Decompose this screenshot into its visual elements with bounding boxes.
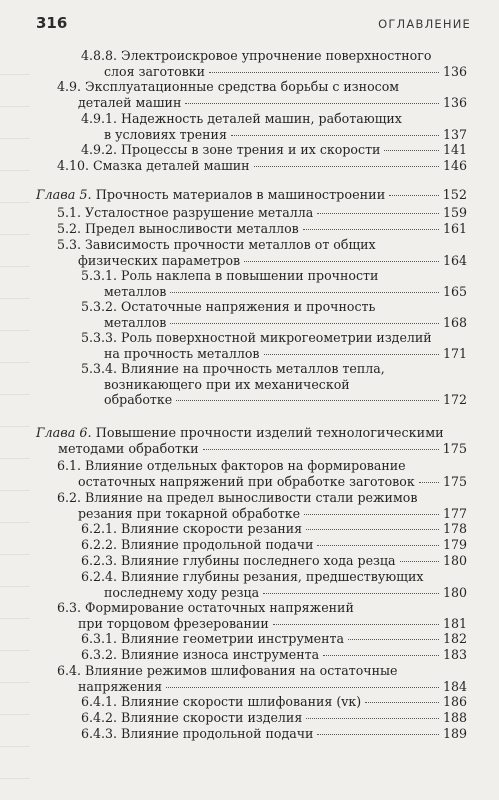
toc-entry-title: 6.2.3. Влияние глубины последнего хода резца bbox=[81, 553, 396, 568]
toc-page-number: 183 bbox=[442, 647, 467, 662]
toc-page-number: 175 bbox=[442, 473, 467, 489]
toc-page-number: 168 bbox=[442, 314, 467, 330]
toc-page-number: 164 bbox=[442, 252, 467, 268]
toc-page-number: 180 bbox=[442, 553, 467, 568]
toc-entry-title: 5.3.4. Влияние на прочность металлов тепла, bbox=[81, 361, 385, 376]
dot-leader bbox=[389, 195, 438, 196]
toc-entry[interactable] bbox=[57, 490, 467, 521]
toc-entry-title: 4.9. Эксплуатационные средства борьбы с износом bbox=[57, 79, 400, 94]
toc-entry-title: 6.4.2. Влияние скорости изделия bbox=[81, 710, 303, 725]
toc-page-number: 180 bbox=[442, 584, 467, 600]
dot-leader bbox=[264, 354, 439, 355]
dot-leader bbox=[244, 261, 439, 262]
toc-entry-title: 6.3.2. Влияние износа инструмента bbox=[81, 647, 320, 662]
dot-leader bbox=[263, 593, 439, 594]
chapter-label: Глава 6. bbox=[36, 426, 96, 441]
toc-entry[interactable] bbox=[81, 48, 467, 79]
toc-entry[interactable] bbox=[81, 299, 467, 330]
toc-entry-title: 4.8.8. Электроискровое упрочнение поверхностного bbox=[81, 48, 432, 63]
toc-entry[interactable] bbox=[57, 79, 467, 110]
toc-entry-title: 6.2.4. Влияние глубины резания, предшествующих bbox=[81, 569, 424, 584]
dot-leader bbox=[304, 514, 439, 515]
dot-leader bbox=[303, 229, 439, 230]
chapter-label: Глава 5. bbox=[36, 188, 96, 203]
dot-leader bbox=[317, 213, 439, 214]
toc-entry-title: 4.10. Смазка деталей машин bbox=[57, 158, 250, 173]
toc-entry[interactable] bbox=[81, 521, 467, 537]
toc-entry-title: 6.2.2. Влияние продольной подачи bbox=[81, 537, 314, 552]
toc-entry-title: напряжения bbox=[78, 678, 163, 694]
toc-entry-title: металлов bbox=[104, 283, 167, 299]
toc-page-number: 171 bbox=[442, 345, 467, 361]
toc-entry-title: 6.1. Влияние отдельных факторов на формирование bbox=[57, 458, 406, 473]
toc-entry[interactable] bbox=[57, 158, 467, 174]
toc-entry[interactable] bbox=[81, 710, 467, 726]
toc-entry[interactable] bbox=[36, 188, 467, 204]
toc-page-number: 179 bbox=[442, 537, 467, 552]
toc-entry-title: слоя заготовки bbox=[104, 63, 206, 79]
running-header: ОГЛАВЛЕНИЕ bbox=[378, 17, 471, 31]
toc-entry[interactable] bbox=[57, 205, 467, 221]
toc-entry[interactable] bbox=[81, 537, 467, 553]
toc-entry-title: 6.2.1. Влияние скорости резания bbox=[81, 521, 303, 536]
toc-entry-title: 5.3. Зависимость прочности металлов от общих bbox=[57, 237, 376, 252]
toc-entry-title: 6.4.1. Влияние скорости шлифования (vк) bbox=[81, 694, 362, 709]
toc-entry-title: 5.3.2. Остаточные напряжения и прочность bbox=[81, 299, 376, 314]
dot-leader bbox=[306, 529, 439, 530]
toc-entry-title: 5.3.3. Роль поверхностной микрогеометрии изделий bbox=[81, 330, 432, 345]
toc-page-number: 189 bbox=[442, 726, 467, 741]
toc-page-number: 159 bbox=[442, 205, 467, 220]
toc-page-number: 136 bbox=[442, 94, 467, 110]
toc-page-number: 178 bbox=[442, 521, 467, 536]
toc-entry-title: 6.4.3. Влияние продольной подачи bbox=[81, 726, 314, 741]
dot-leader bbox=[317, 734, 439, 735]
toc-entry[interactable] bbox=[81, 142, 467, 158]
toc-page-number: 136 bbox=[442, 63, 467, 79]
toc-entry-title: последнему ходу резца bbox=[104, 584, 260, 600]
dot-leader bbox=[317, 545, 439, 546]
toc-entry-title: обработке bbox=[104, 392, 173, 407]
toc-page-number: 172 bbox=[442, 392, 467, 407]
dot-leader bbox=[273, 624, 439, 625]
toc-entry-title: остаточных напряжений при обработке заготовок bbox=[78, 473, 415, 489]
toc-entry-title: резания при токарной обработке bbox=[78, 505, 301, 521]
dot-leader bbox=[419, 482, 439, 483]
toc-entry[interactable] bbox=[81, 569, 467, 600]
toc-page-number: 182 bbox=[442, 631, 467, 646]
toc-page-number: 152 bbox=[442, 188, 467, 203]
toc-entry-title: 5.3.1. Роль наклепа в повышении прочности bbox=[81, 268, 379, 283]
toc-page-number: 177 bbox=[442, 505, 467, 521]
dot-leader bbox=[166, 687, 439, 688]
dot-leader bbox=[203, 449, 439, 450]
toc-page-number: 188 bbox=[442, 710, 467, 725]
toc-entry[interactable] bbox=[81, 361, 467, 408]
dot-leader bbox=[254, 166, 439, 167]
toc-entry[interactable] bbox=[81, 330, 467, 361]
toc-page-number: 146 bbox=[442, 158, 467, 173]
toc-page-number: 137 bbox=[442, 126, 467, 142]
toc-page-number: 141 bbox=[442, 142, 467, 157]
dot-leader bbox=[384, 150, 439, 151]
dot-leader bbox=[323, 655, 439, 656]
toc-entry-title: Глава 6. Повышение прочности изделий технологическими bbox=[36, 426, 444, 441]
toc-entry[interactable] bbox=[57, 663, 467, 694]
toc-entry-title: 4.9.1. Надежность деталей машин, работающих bbox=[81, 111, 402, 126]
toc-entry[interactable] bbox=[57, 458, 467, 489]
toc-page-number: 165 bbox=[442, 283, 467, 299]
toc-entry[interactable] bbox=[57, 221, 467, 237]
toc-entry-title: на прочность металлов bbox=[104, 345, 260, 361]
toc-entry-title: 4.9.2. Процессы в зоне трения и их скорости bbox=[81, 142, 381, 157]
dot-leader bbox=[209, 72, 439, 73]
toc-entry-title: деталей машин bbox=[78, 94, 182, 110]
dot-leader bbox=[176, 400, 439, 401]
toc-entry[interactable] bbox=[57, 600, 467, 631]
toc-entry[interactable] bbox=[57, 237, 467, 268]
toc-entry[interactable] bbox=[81, 647, 467, 663]
page-number: 316 bbox=[36, 14, 68, 32]
dot-leader bbox=[185, 103, 439, 104]
toc-entry-title: методами обработки bbox=[58, 441, 199, 457]
toc-entry-title: 6.3.1. Влияние геометрии инструмента bbox=[81, 631, 344, 646]
toc-entry[interactable] bbox=[81, 726, 467, 742]
toc-entry-title: при торцовом фрезеровании bbox=[78, 615, 269, 631]
toc-entry-title: физических параметров bbox=[78, 252, 241, 268]
dot-leader bbox=[231, 135, 439, 136]
toc-page-number: 161 bbox=[442, 221, 467, 236]
dot-leader bbox=[348, 639, 439, 640]
dot-leader bbox=[365, 702, 439, 703]
toc-page-number: 186 bbox=[442, 694, 467, 709]
toc-page-number: 181 bbox=[442, 615, 467, 631]
toc-entry-title: 5.2. Предел выносливости металлов bbox=[57, 221, 299, 236]
toc-entry-title: Глава 5. Прочность материалов в машиностроении bbox=[36, 188, 386, 203]
toc-entry-title: 6.4. Влияние режимов шлифования на остаточные bbox=[57, 663, 398, 678]
toc-entry-title: 5.1. Усталостное разрушение металла bbox=[57, 205, 314, 220]
toc-entry-title: 6.2. Влияние на предел выносливости стали режимов bbox=[57, 490, 418, 505]
toc-page-number: 175 bbox=[442, 441, 467, 457]
toc-entry-title: 6.3. Формирование остаточных напряжений bbox=[57, 600, 354, 615]
toc-entry[interactable] bbox=[81, 268, 467, 299]
toc-entry[interactable] bbox=[81, 694, 467, 710]
toc-entry-title: возникающего при их механической bbox=[104, 376, 350, 392]
toc-entry[interactable] bbox=[81, 111, 467, 142]
toc-entry[interactable] bbox=[81, 553, 467, 569]
dot-leader bbox=[400, 561, 439, 562]
dot-leader bbox=[306, 718, 439, 719]
toc-entry-title: металлов bbox=[104, 314, 167, 330]
toc-entry[interactable] bbox=[36, 426, 467, 457]
toc-entry[interactable] bbox=[81, 631, 467, 647]
dot-leader bbox=[170, 292, 439, 293]
toc-entry-title: в условиях трения bbox=[104, 126, 227, 142]
dot-leader bbox=[170, 323, 439, 324]
toc-page-number: 184 bbox=[442, 678, 467, 694]
